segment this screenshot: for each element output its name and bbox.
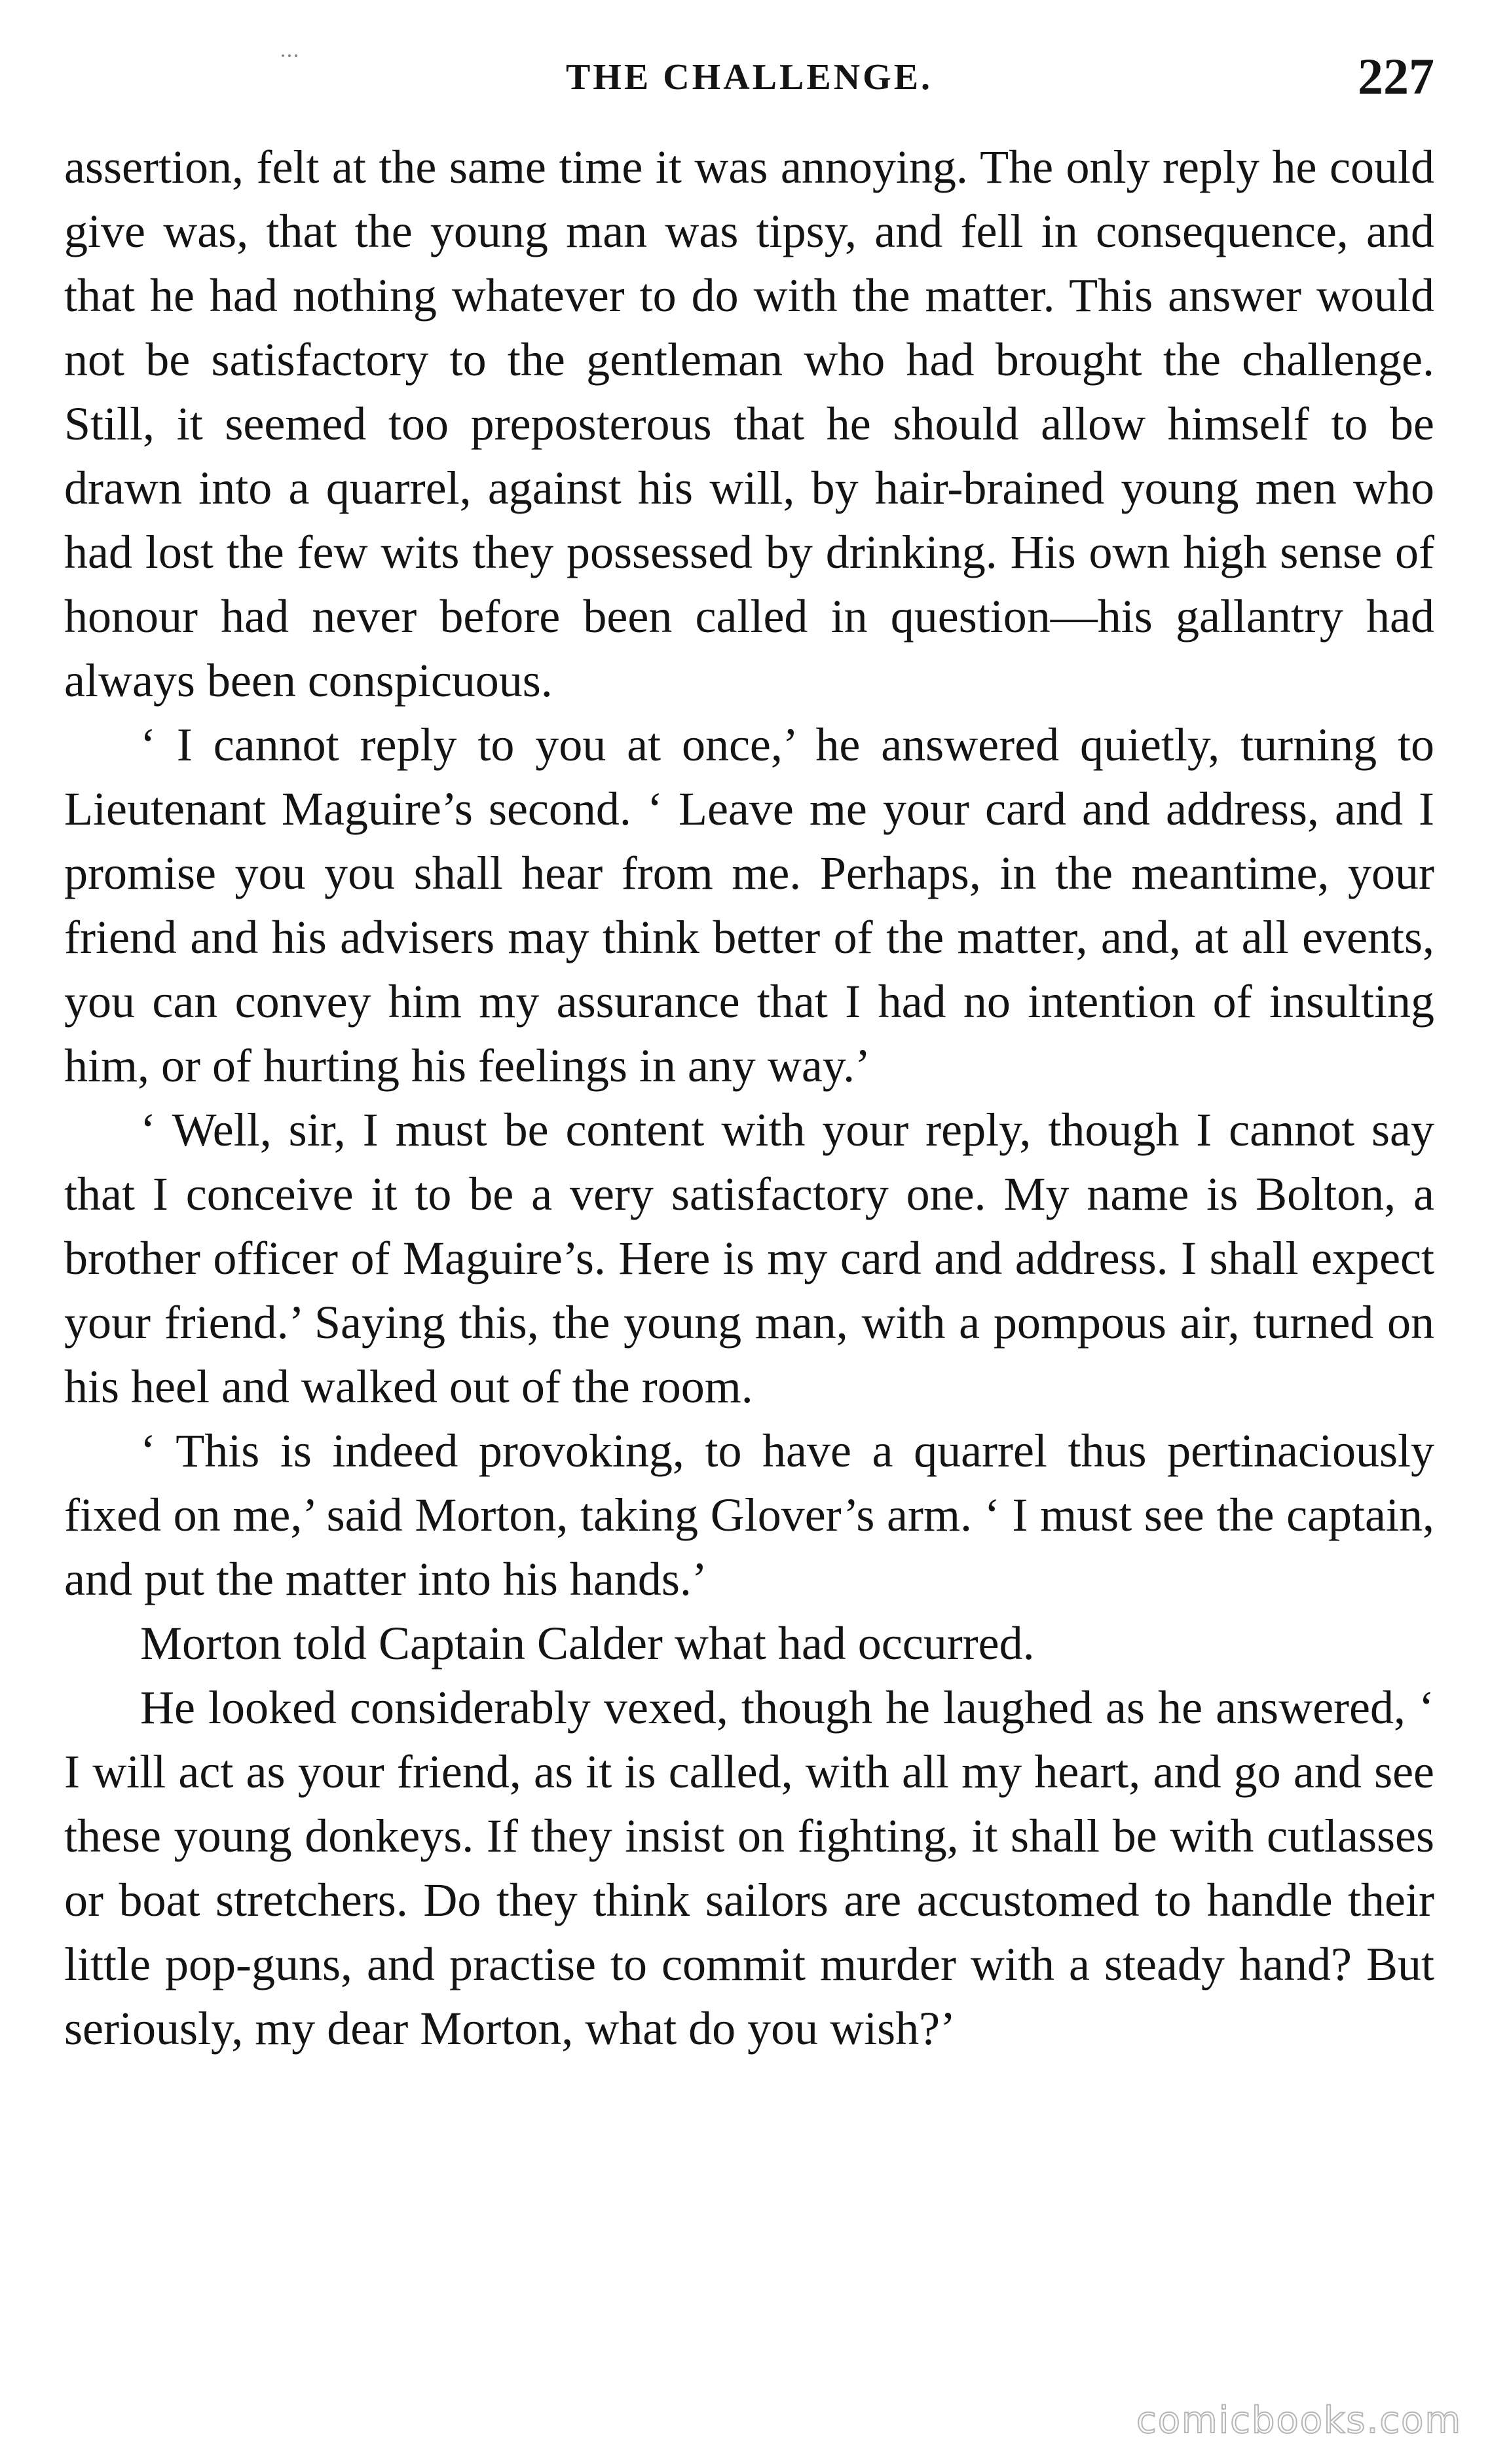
book-page — [64, 47, 1434, 2061]
page-header — [64, 47, 1434, 119]
watermark-text: comicbooks.com — [1136, 2399, 1462, 2442]
paragraph-6: He looked considerably vexed, though he laughed as he answered, ‘ I will act as your friend, as it is called, with all my heart, and go and see these young donkeys. If they insist on fighting, it shall be with cutlasses or boat stretchers. Do they think sailors are accustomed to handle their little pop-guns, and practise to commit murder with a steady hand? But seriously, my dear Morton, what do you wish?’ — [64, 1681, 1434, 2055]
paragraph-3: ‘ Well, sir, I must be content with your reply, though I cannot say that I conceive it to be a very satisfactory one. My name is Bolton, a brother officer of Maguire’s. Here is my card and address. I shall expect your friend.’ Saying this, the young man, with a pompous air, turned on his heel and walked out of the room. — [64, 1104, 1434, 1413]
running-head: THE CHALLENGE. — [565, 57, 933, 98]
body-text — [64, 135, 1434, 2061]
paragraph-4: ‘ This is indeed provoking, to have a quarrel thus pertinaciously fixed on me,’ said Morton, taking Glover’s arm. ‘ I must see the captain, and put the matter into his hands.’ — [64, 1425, 1434, 1605]
page-number: 227 — [1358, 48, 1434, 105]
paragraph-5: Morton told Captain Calder what had occurred. — [140, 1617, 1035, 1670]
paragraph-1: assertion, felt at the same time it was annoying. The only reply he could give was, that the young man was tipsy, and fell in consequence, and that he had nothing whatever to do with the matter. This answer would not be satisfactory to the gentleman who had brought the challenge. Still, it seemed too preposterous that he should allow himself to be drawn into a quarrel, against his will, by hair-brained young men who had lost the few wits they possessed by drinking. His own high sense of honour had never before been called in question—his gallantry had always been conspicuous. — [64, 141, 1434, 707]
paragraph-2: ‘ I cannot reply to you at once,’ he answered quietly, turning to Lieutenant Maguire’s second. ‘ Leave me your card and address, and I promise you you shall hear from me. Perhaps, in the meantime, your friend and his advisers may think better of the matter, and, at all events, you can convey him my assurance that I had no intention of insulting him, or of hurting his feelings in any way.’ — [64, 719, 1434, 1092]
